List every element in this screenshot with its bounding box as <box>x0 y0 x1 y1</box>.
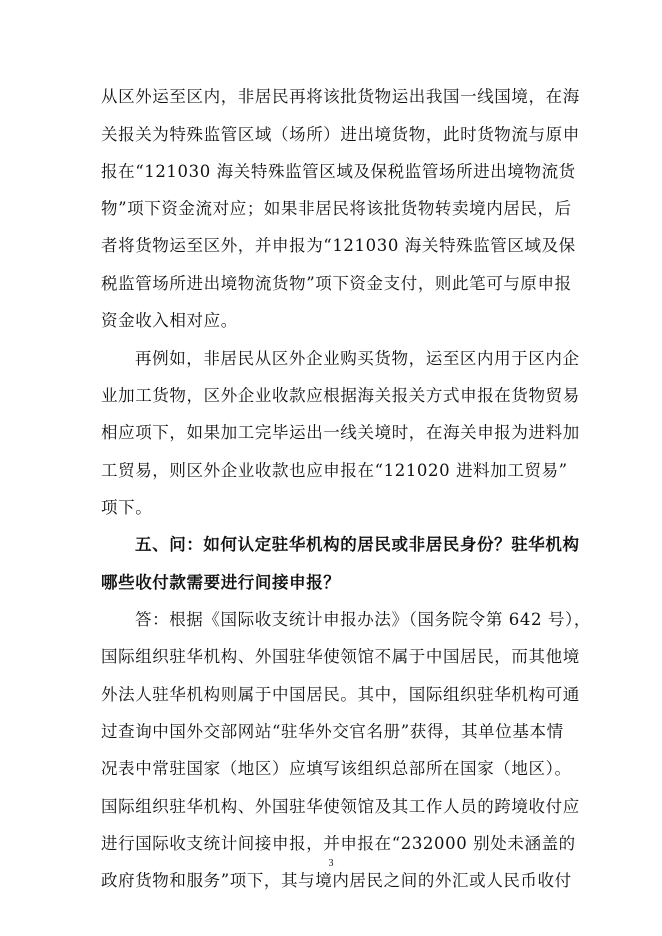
text-line: 况表中常驻国家（地区）应填写该组织总部所在国家（地区）。 <box>101 759 572 778</box>
text-line: 政府货物和服务”项下，其与境内居民之间的外汇或人民币收付 <box>101 871 572 890</box>
text-line: 工贸易，则区外企业收款也应申报在“121020 进料加工贸易” <box>101 461 568 480</box>
text-line: 外法人驻华机构则属于中国居民。其中，国际组织驻华机构可通 <box>101 685 580 704</box>
question-heading: 哪些收付款需要进行间接申报？ <box>101 573 341 592</box>
text-line: 国际组织驻华机构、外国驻华使领馆及其工作人员的跨境收付应 <box>101 797 580 816</box>
text-line: 相应项下，如果加工完毕运出一线关境时，在海关申报为进料加 <box>101 423 580 442</box>
text-line: 关报关为特殊监管区域（场所）进出境货物，此时货物流与原申 <box>101 125 580 144</box>
question-heading: 五、问：如何认定驻华机构的居民或非居民身份？驻华机构 <box>135 535 580 554</box>
text-line: 国际组织驻华机构、外国驻华使领馆不属于中国居民，而其他境 <box>101 647 580 666</box>
text-line: 税监管场所进出境物流货物”项下资金支付，则此笔可与原申报 <box>101 274 572 293</box>
text-line: 项下。 <box>101 498 153 517</box>
text-line: 资金收入相对应。 <box>101 311 238 330</box>
page-number: 3 <box>328 858 334 869</box>
text-line: 过查询中国外交部网站“驻华外交官名册”获得，其单位基本情 <box>101 722 564 741</box>
text-line: 报在“121030 海关特殊监管区域及保税监管场所进出境物流货 <box>101 162 576 181</box>
text-line: 再例如，非居民从区外企业购买货物，运至区内用于区内企 <box>135 349 580 368</box>
text-line: 者将货物运至区外，并申报为“121030 海关特殊监管区域及保 <box>101 236 576 255</box>
text-line: 答：根据《国际收支统计申报办法》（国务院令第 642 号）， <box>135 610 591 629</box>
text-line: 业加工货物，区外企业收款应根据海关报关方式申报在货物贸易 <box>101 386 580 405</box>
text-line: 进行国际收支统计间接申报，并申报在“232000 别处未涵盖的 <box>101 834 576 853</box>
text-line: 物”项下资金流对应；如果非居民将该批货物转卖境内居民，后 <box>101 199 572 218</box>
text-line: 从区外运至区内，非居民再将该批货物运出我国一线国境，在海 <box>101 87 580 106</box>
